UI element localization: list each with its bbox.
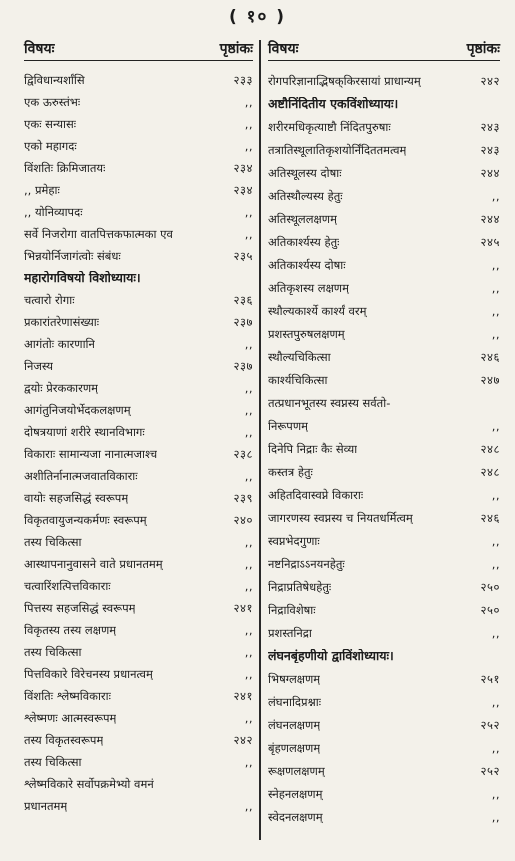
index-entry bbox=[268, 272, 500, 295]
entry-page: ,, bbox=[244, 579, 253, 593]
index-entry bbox=[24, 703, 253, 725]
entry-title: तस्य चिकित्सा bbox=[24, 535, 82, 549]
entry-page: ,, bbox=[491, 741, 500, 755]
index-entry bbox=[268, 65, 500, 88]
entry-page: २४१ bbox=[233, 601, 253, 615]
entry-page: २३३ bbox=[233, 73, 253, 87]
entry-page: २४२ bbox=[480, 74, 500, 88]
entry-page: ,, bbox=[491, 534, 500, 548]
index-entry bbox=[268, 410, 500, 433]
entry-title: ,, प्रमेहाः bbox=[24, 183, 60, 197]
entry-title: दोषत्रयाणां शरीरे स्थानविभागः bbox=[24, 425, 145, 439]
entry-page: ,, bbox=[244, 755, 253, 769]
entry-page: ,, bbox=[491, 810, 500, 824]
index-entry bbox=[268, 318, 500, 341]
index-entry bbox=[24, 175, 253, 197]
entry-title: स्थौल्यकार्श्ये कार्श्यं वरम् bbox=[268, 304, 367, 318]
entry-page: २४६ bbox=[480, 511, 500, 525]
entry-page: २३५ bbox=[233, 249, 253, 263]
index-entry bbox=[268, 364, 500, 387]
index-entry bbox=[268, 249, 500, 272]
entry-page: ,, bbox=[244, 667, 253, 681]
entry-title: भिन्नयोर्निजागंत्वोः संबंधः bbox=[24, 249, 121, 263]
index-entry bbox=[268, 571, 500, 594]
chapter-heading bbox=[268, 640, 500, 663]
entry-page: ,, bbox=[491, 695, 500, 709]
index-entry bbox=[24, 571, 253, 593]
index-entry bbox=[24, 483, 253, 505]
entry-page: २४६ bbox=[480, 350, 500, 364]
index-entry bbox=[268, 157, 500, 180]
entry-page: ,, bbox=[244, 711, 253, 725]
entry-title: श्लेष्मणः आत्मस्वरूपम् bbox=[24, 711, 117, 725]
entry-page: २४१ bbox=[233, 689, 253, 703]
index-entry bbox=[24, 659, 253, 681]
entry-title: नष्टनिद्राऽऽनयनहेतुः bbox=[268, 557, 345, 571]
entry-title: लंघनलक्षणम् bbox=[268, 718, 321, 732]
entry-title: बृंहणलक्षणम् bbox=[268, 741, 321, 755]
entry-title: एकः सन्यासः bbox=[24, 117, 77, 131]
entry-title: ,, योनिव्यापदः bbox=[24, 205, 83, 219]
entry-title: कार्श्यचिकित्सा bbox=[268, 373, 328, 387]
index-entry bbox=[268, 502, 500, 525]
entry-page: २३४ bbox=[233, 161, 253, 175]
entry-page: ,, bbox=[244, 535, 253, 549]
left-entries bbox=[24, 65, 253, 813]
entry-page: २५१ bbox=[480, 672, 500, 686]
right-entries bbox=[268, 65, 500, 824]
entry-title: जागरणस्य स्वप्नस्य च नियतधर्मित्वम् bbox=[268, 511, 413, 525]
entry-page: २४३ bbox=[480, 143, 500, 157]
index-entry bbox=[268, 686, 500, 709]
index-entry bbox=[268, 594, 500, 617]
index-entry bbox=[268, 341, 500, 364]
index-entry bbox=[24, 351, 253, 373]
entry-title: विकृतवायुजन्यकर्मणः स्वरूपम् bbox=[24, 513, 147, 527]
entry-title: आगंतोः कारणानि bbox=[24, 337, 95, 351]
entry-title: प्रकारांतरेणासंख्याः bbox=[24, 315, 100, 329]
index-entry bbox=[24, 747, 253, 769]
entry-title: पित्तस्य सहजसिद्धं स्वरूपम् bbox=[24, 601, 136, 615]
entry-page: २४४ bbox=[480, 212, 500, 226]
entry-page: २४२ bbox=[233, 733, 253, 747]
entry-page: २३७ bbox=[233, 359, 253, 373]
entry-page: ,, bbox=[244, 425, 253, 439]
entry-page: ,, bbox=[244, 623, 253, 637]
index-entry bbox=[24, 197, 253, 219]
chapter-heading bbox=[268, 88, 500, 111]
index-entry bbox=[24, 307, 253, 329]
index-entry bbox=[24, 87, 253, 109]
entry-page: २३६ bbox=[233, 293, 253, 307]
entry-page: २३४ bbox=[233, 183, 253, 197]
entry-title: प्रधानतमम् bbox=[24, 799, 68, 813]
left-column-header bbox=[24, 38, 253, 61]
entry-page: ,, bbox=[244, 645, 253, 659]
subject-heading: विषयः bbox=[268, 41, 299, 57]
entry-title: अहितदिवास्वप्ने विकाराः bbox=[268, 488, 364, 502]
entry-page: ,, bbox=[491, 258, 500, 272]
entry-page: २५२ bbox=[480, 718, 500, 732]
index-entry bbox=[24, 527, 253, 549]
entry-title: लंघनबृंहणीयो द्वाविंशोध्यायः। bbox=[268, 649, 394, 663]
entry-page: २४५ bbox=[480, 235, 500, 249]
left-column bbox=[24, 38, 253, 813]
index-entry bbox=[24, 417, 253, 439]
index-entry bbox=[24, 439, 253, 461]
entry-page: ,, bbox=[244, 205, 253, 219]
index-entry bbox=[268, 111, 500, 134]
entry-title: चत्वारिंशत्पित्तविकाराः bbox=[24, 579, 111, 593]
entry-title: अतिस्थूलस्य दोषाः bbox=[268, 166, 342, 180]
entry-title: तत्प्रधानभूतस्य स्वप्नस्य सर्वतो- bbox=[268, 396, 391, 410]
entry-page: २५२ bbox=[480, 764, 500, 778]
entry-page: ,, bbox=[244, 557, 253, 571]
entry-title: अतिस्थूललक्षणम् bbox=[268, 212, 337, 226]
entry-page: ,, bbox=[244, 139, 253, 153]
entry-title: विंशतिः क्रिमिजातयः bbox=[24, 161, 106, 175]
entry-page: २५० bbox=[480, 580, 500, 594]
entry-page: ,, bbox=[244, 95, 253, 109]
entry-title: रोगपरिज्ञानाद्भिषक्‌किरसायां प्राधान्यम् bbox=[268, 74, 421, 88]
entry-title: अशीतिर्नानात्मजवातविकाराः bbox=[24, 469, 138, 483]
index-entry bbox=[268, 755, 500, 778]
entry-title: आगंतुनिजयोर्भेदकलक्षणम् bbox=[24, 403, 131, 417]
entry-title: अतिकृशस्य लक्षणम् bbox=[268, 281, 350, 295]
entry-title: श्लेष्मविकारे सर्वोपक्रमेभ्यो वमनं bbox=[24, 777, 154, 791]
entry-title: स्वेदनलक्षणम् bbox=[268, 810, 323, 824]
index-entry bbox=[268, 732, 500, 755]
index-entry bbox=[268, 801, 500, 824]
entry-title: तस्य चिकित्सा bbox=[24, 755, 82, 769]
entry-title: एक ऊरुस्तंभः bbox=[24, 95, 81, 109]
entry-title: शरीरमधिकृत्याष्टौ निंदितपुरुषाः bbox=[268, 120, 391, 134]
entry-page: ,, bbox=[491, 419, 500, 433]
entry-page: ,, bbox=[244, 403, 253, 417]
entry-page: ,, bbox=[491, 304, 500, 318]
entry-page: २३८ bbox=[233, 447, 253, 461]
entry-page: २४४ bbox=[480, 166, 500, 180]
right-column-header bbox=[268, 38, 500, 61]
page-number: ( १० ) bbox=[228, 7, 287, 27]
entry-title: निरूपणम् bbox=[268, 419, 309, 433]
entry-title: अतिकार्श्यस्य हेतुः bbox=[268, 235, 340, 249]
index-entry bbox=[268, 778, 500, 801]
index-entry bbox=[24, 505, 253, 527]
index-entry bbox=[268, 663, 500, 686]
entry-title: विंशतिः श्लेष्मविकाराः bbox=[24, 689, 111, 703]
entry-title: दिनेपि निद्राः कैः सेव्या bbox=[268, 442, 358, 456]
entry-title: तत्रातिस्थूलातिकृशयोर्निंदिततमत्वम् bbox=[268, 143, 407, 157]
index-entry bbox=[24, 285, 253, 307]
index-entry bbox=[268, 479, 500, 502]
entry-page: ,, bbox=[491, 626, 500, 640]
entry-title: निद्राप्रतिषेधहेतुः bbox=[268, 580, 332, 594]
entry-title: तस्य चिकित्सा bbox=[24, 645, 82, 659]
entry-title: विकाराः सामान्यजा नानात्मजाश्च bbox=[24, 447, 158, 461]
entry-page: २३७ bbox=[233, 315, 253, 329]
entry-page: २४३ bbox=[480, 120, 500, 134]
index-entry bbox=[24, 681, 253, 703]
index-entry bbox=[24, 395, 253, 417]
entry-title: प्रशस्तपुरुषलक्षणम् bbox=[268, 327, 345, 341]
entry-title: वायोः सहजसिद्धं स्वरूपम् bbox=[24, 491, 129, 505]
index-entry bbox=[24, 593, 253, 615]
entry-title: सर्वे निजरोगा वातपित्तकफात्मका एव bbox=[24, 227, 173, 241]
entry-title: पित्तविकारे विरेचनस्य प्रधानत्वम् bbox=[24, 667, 153, 681]
entry-title: भिषग्लक्षणम् bbox=[268, 672, 321, 686]
column-divider bbox=[259, 40, 261, 840]
entry-page: २४८ bbox=[480, 442, 500, 456]
page-heading: पृष्ठांकः bbox=[219, 41, 253, 57]
entry-title: रूक्षणलक्षणम् bbox=[268, 764, 325, 778]
entry-page: २४७ bbox=[480, 373, 500, 387]
entry-title: निजस्य bbox=[24, 359, 54, 373]
subject-heading: विषयः bbox=[24, 41, 55, 57]
page-heading: पृष्ठांकः bbox=[466, 41, 500, 57]
entry-page: ,, bbox=[491, 557, 500, 571]
entry-title: महारोगविषयो विशोध्यायः। bbox=[24, 271, 141, 285]
entry-page: २५० bbox=[480, 603, 500, 617]
index-entry bbox=[268, 525, 500, 548]
entry-title: द्विविधान्यर्शांसि bbox=[24, 73, 85, 87]
index-entry bbox=[24, 219, 253, 241]
entry-title: अतिकार्श्यस्य दोषाः bbox=[268, 258, 346, 272]
entry-title: स्वप्नभेदगुणाः bbox=[268, 534, 320, 548]
entry-title: एको महागदः bbox=[24, 139, 77, 153]
index-entry bbox=[24, 241, 253, 263]
entry-page: ,, bbox=[491, 327, 500, 341]
index-entry bbox=[24, 153, 253, 175]
entry-page: ,, bbox=[491, 488, 500, 502]
index-entry bbox=[268, 226, 500, 249]
entry-title: लंघनादिप्रश्नाः bbox=[268, 695, 322, 709]
index-entry bbox=[268, 617, 500, 640]
index-entry bbox=[24, 373, 253, 395]
entry-page: २४० bbox=[233, 513, 253, 527]
entry-page: २४८ bbox=[480, 465, 500, 479]
entry-page: ,, bbox=[244, 799, 253, 813]
index-entry bbox=[24, 65, 253, 87]
entry-page: ,, bbox=[491, 787, 500, 801]
entry-page: ,, bbox=[244, 381, 253, 395]
entry-page: ,, bbox=[244, 337, 253, 351]
entry-page: ,, bbox=[491, 189, 500, 203]
entry-title: स्नेहनलक्षणम् bbox=[268, 787, 323, 801]
index-entry bbox=[268, 456, 500, 479]
entry-page: ,, bbox=[244, 117, 253, 131]
right-column bbox=[268, 38, 500, 824]
index-entry bbox=[268, 134, 500, 157]
index-entry bbox=[24, 109, 253, 131]
entry-page: २३९ bbox=[233, 491, 253, 505]
entry-title: अतिस्थौल्यस्य हेतुः bbox=[268, 189, 343, 203]
entry-page: ,, bbox=[491, 281, 500, 295]
index-entry bbox=[268, 387, 500, 410]
entry-page: ,, bbox=[244, 469, 253, 483]
entry-page: ,, bbox=[244, 227, 253, 241]
index-entry bbox=[268, 203, 500, 226]
entry-title: कस्तत्र हेतुः bbox=[268, 465, 313, 479]
index-entry bbox=[24, 615, 253, 637]
index-entry bbox=[268, 295, 500, 318]
entry-title: अष्टौनिंदितीय एकविंशोध्यायः। bbox=[268, 97, 399, 111]
index-entry bbox=[24, 725, 253, 747]
entry-title: तस्य विकृतस्वरूपम् bbox=[24, 733, 104, 747]
index-entry bbox=[268, 433, 500, 456]
index-entry bbox=[24, 637, 253, 659]
entry-title: प्रशस्तनिद्रा bbox=[268, 626, 312, 640]
index-entry bbox=[268, 180, 500, 203]
index-entry bbox=[268, 709, 500, 732]
index-entry bbox=[24, 131, 253, 153]
entry-title: निद्राविशेषाः bbox=[268, 603, 316, 617]
index-entry bbox=[268, 548, 500, 571]
index-entry bbox=[24, 549, 253, 571]
entry-title: स्थौल्यचिकित्सा bbox=[268, 350, 331, 364]
entry-title: चत्वारो रोगाः bbox=[24, 293, 75, 307]
chapter-heading bbox=[24, 263, 253, 285]
entry-title: द्वयोः प्रेरककारणम् bbox=[24, 381, 99, 395]
index-entry bbox=[24, 791, 253, 813]
index-entry bbox=[24, 461, 253, 483]
index-entry bbox=[24, 329, 253, 351]
entry-title: विकृतस्य तस्य लक्षणम् bbox=[24, 623, 117, 637]
entry-title: आस्थापनानुवासने वाते प्रधानतमम् bbox=[24, 557, 163, 571]
index-entry bbox=[24, 769, 253, 791]
